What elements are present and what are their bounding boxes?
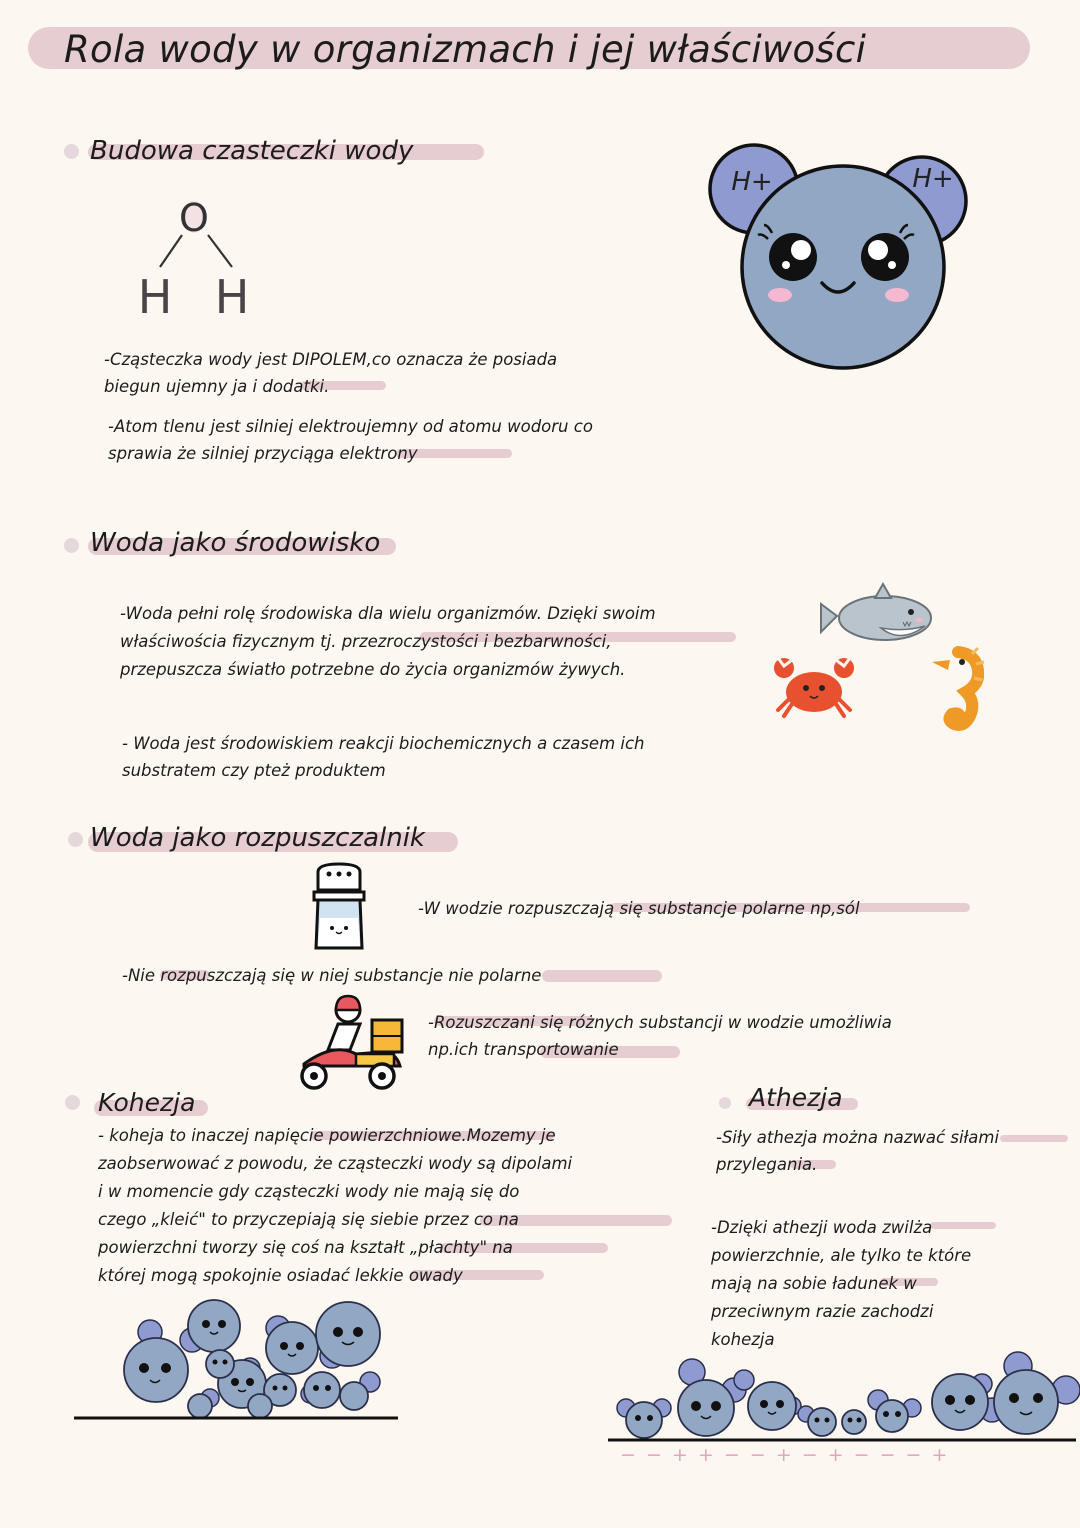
water-structural-formula (130, 195, 270, 325)
delivery-scooter-icon (290, 990, 408, 1094)
kohezja-paragraph: - koheja to inaczej napięcie powierzchniowe.Mozemy je zaobserwować z powodu, że cząsteczki wody są dipolami i w momencie gdy cząsteczki wody nie mają się do czego „kleić" to przyczepiają się siebie przez co na powierzchni tworzy się coś na kształt „płachty" na której mogą spokojnie osiadać lekkie owady (98, 1126, 573, 1285)
hydrogen-label-right: H (214, 270, 250, 324)
heading-rozpuszczalnik: Woda jako rozpuszczalnik (90, 823, 425, 853)
text-highlight (1000, 1135, 1068, 1142)
hydrogen-label-left: H (137, 270, 173, 324)
seahorse-icon (928, 644, 984, 732)
page-title: Rola wody w organizmach i jej właściwości (64, 28, 867, 71)
budowa-paragraph-1: -Cząsteczka wody jest DIPOLEM,co oznacza że posiada biegun ujemny ja i dodatki. (104, 350, 558, 396)
charge-signs: − − + + − − + − + − − − + (620, 1444, 950, 1466)
heading-srodowisko: Woda jako środowisko (90, 528, 381, 558)
athezja-paragraph-1: -Siły athezja można nazwać siłami przylegania. (716, 1128, 1000, 1174)
water-molecule-mascot-icon (700, 135, 980, 375)
h-plus-label-left: H+ (731, 167, 773, 197)
text-highlight (542, 970, 662, 982)
heading-budowa: Budowa czasteczki wody (90, 136, 414, 166)
rozpuszczalnik-paragraph-1: -W wodzie rozpuszczają się substancje polarne np,sól (418, 899, 860, 918)
shark-icon (815, 582, 935, 656)
crab-icon (770, 652, 858, 722)
srodowisko-paragraph-1: -Woda pełni rolę środowiska dla wielu organizmów. Dzięki swoim właściwościa fizycznym tj. przezroczystości i bezbarwności, przepuszcza światło potrzebne do życia organizmów żywych. (120, 604, 656, 679)
adhesion-molecules-illustration (606, 1350, 1080, 1444)
rozpuszczalnik-paragraph-2: -Nie rozpuszczają się w niej substancje nie polarne (122, 966, 542, 985)
section-bullet (64, 144, 79, 159)
heading-kohezja: Kohezja (98, 1088, 196, 1117)
oxygen-label: O (179, 196, 209, 240)
h-plus-label-right: H+ (912, 164, 954, 194)
section-bullet (719, 1097, 731, 1109)
budowa-paragraph-2: -Atom tlenu jest silniej elektroujemny od atomu wodoru co sprawia że silniej przyciąga elektrony (108, 417, 593, 463)
section-bullet (65, 1095, 80, 1110)
cohesion-molecules-illustration (70, 1298, 410, 1426)
section-bullet (68, 832, 83, 847)
heading-athezja: Athezja (749, 1083, 843, 1112)
section-bullet (64, 538, 79, 553)
rozpuszczalnik-paragraph-3: -Rozuszczani się różnych substancji w wodzie umożliwia np.ich transportowanie (428, 1013, 892, 1059)
salt-shaker-icon (310, 862, 368, 954)
srodowisko-paragraph-2: - Woda jest środowiskiem reakcji biochemicznych a czasem ich substratem czy ptеż produktem (122, 734, 645, 780)
athezja-paragraph-2: -Dzięki athezji woda zwilża powierzchnie, ale tylko te które mają na sobie ładunek w przeciwnym razie zachodzi kohezja (711, 1218, 972, 1349)
